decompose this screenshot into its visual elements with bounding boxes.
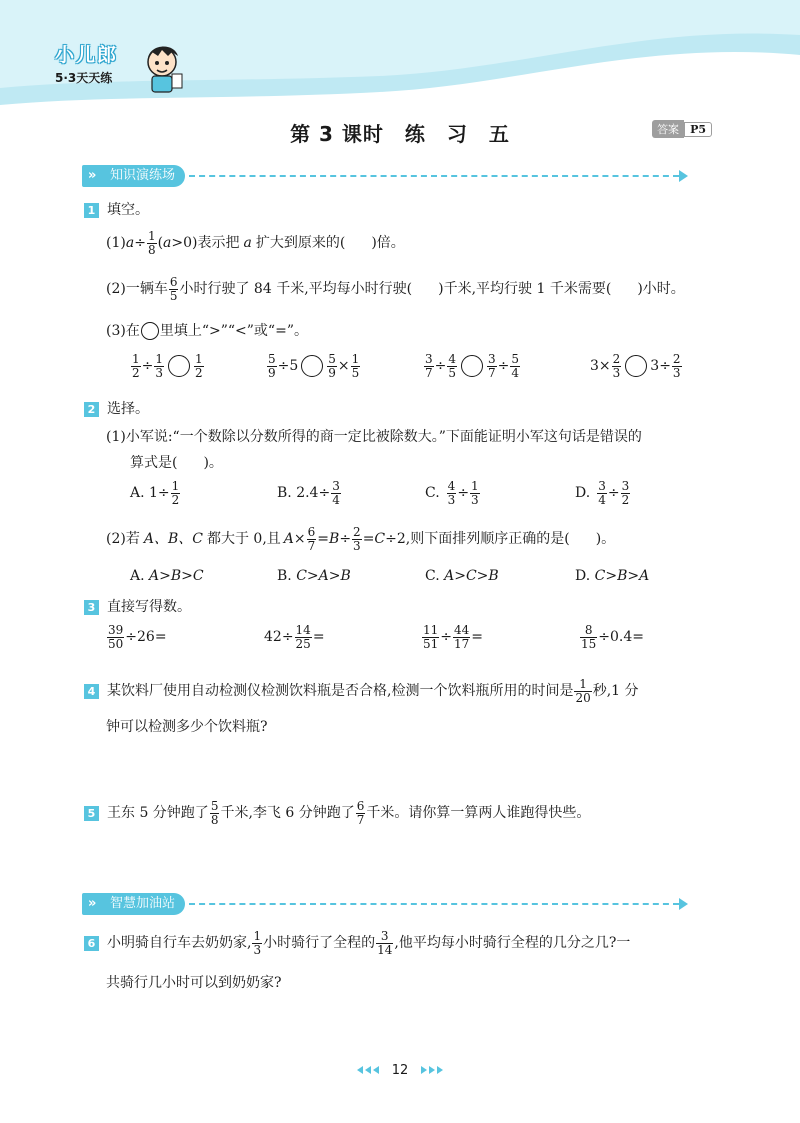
calc-item-1 <box>106 624 167 650</box>
denominator: 3 <box>672 365 681 380</box>
text: 王东 5 分钟跑了 <box>107 805 209 822</box>
logo-subtitle: 5·3天天练 <box>55 71 113 85</box>
numerator: 3 <box>598 479 606 493</box>
numerator: 5 <box>210 799 219 813</box>
section-banner-wisdom <box>82 892 688 916</box>
denominator: 2 <box>171 492 180 507</box>
fraction <box>447 353 457 379</box>
denominator: 25 <box>295 636 311 651</box>
calc-item-2 <box>264 624 325 650</box>
text: ÷ <box>134 235 146 252</box>
numerator: 2 <box>612 352 621 366</box>
question-3-heading <box>84 596 191 616</box>
header-wave-band <box>0 0 800 110</box>
text: D. <box>575 568 591 584</box>
denominator: 7 <box>425 365 433 380</box>
numerator: 1 <box>171 479 180 493</box>
question-number: 5 <box>84 806 99 821</box>
text: ,他平均每小时骑行全程的几分之几?一 <box>394 935 631 952</box>
denominator: 9 <box>328 365 336 380</box>
fraction <box>422 624 439 650</box>
q1-part-1 <box>106 230 405 256</box>
text: 小时骑行了全程的 <box>263 935 376 952</box>
numerator: 1 <box>351 352 360 366</box>
double-arrow-icon: » <box>88 168 97 183</box>
text: 42÷ <box>264 629 294 646</box>
fraction <box>597 480 607 506</box>
numerator: 6 <box>307 525 316 539</box>
page-footer <box>0 1063 800 1078</box>
numerator: 6 <box>356 799 365 813</box>
text: 都大于 0,且 <box>206 531 281 548</box>
text: ( <box>157 235 164 252</box>
text: >0)表示把 <box>171 235 240 252</box>
denominator: 15 <box>581 636 597 651</box>
text: (1) <box>106 235 126 252</box>
question-number: 1 <box>84 203 99 218</box>
denominator: 2 <box>132 365 140 380</box>
text: 扩大到原来的( <box>255 235 346 252</box>
question-2-heading <box>84 398 149 418</box>
numerator: 5 <box>268 352 276 366</box>
compare-item-1 <box>130 353 205 379</box>
question-4-line-2: 钟可以检测多少个饮料瓶? <box>106 719 268 735</box>
question-title: 直接写得数。 <box>107 599 191 615</box>
fraction <box>210 800 220 826</box>
denominator: 7 <box>488 365 496 380</box>
calc-item-4 <box>579 624 644 650</box>
variable: a <box>163 235 172 252</box>
fraction <box>295 624 312 650</box>
text: B. 2.4÷ <box>277 485 331 502</box>
numerator: 1 <box>579 677 587 691</box>
variable: A <box>283 531 294 548</box>
numerator: 1 <box>195 352 203 366</box>
fraction <box>351 353 361 379</box>
numerator: 44 <box>454 623 470 637</box>
operator: ÷ <box>497 358 510 375</box>
denominator: 3 <box>253 942 262 957</box>
text: D. <box>575 485 591 502</box>
numerator: 39 <box>108 623 124 637</box>
question-6 <box>84 930 630 956</box>
answer-circle[interactable] <box>625 355 647 377</box>
text: (2)一辆车 <box>106 281 168 298</box>
logo-title: 小儿郎 <box>55 44 119 66</box>
question-number: 3 <box>84 600 99 615</box>
text: )倍。 <box>371 235 405 252</box>
compare-item-4 <box>590 353 683 379</box>
choice-c[interactable] <box>425 480 481 506</box>
numerator: 1 <box>155 352 164 366</box>
brand-logo <box>55 40 118 86</box>
fraction <box>574 678 591 704</box>
calc-item-3 <box>421 624 483 650</box>
operator: ÷ <box>141 358 154 375</box>
numerator: 1 <box>253 929 262 943</box>
section-tag <box>82 893 185 915</box>
fraction <box>107 624 124 650</box>
numerator: 6 <box>169 275 178 289</box>
operator: = <box>317 531 330 548</box>
compare-item-2 <box>266 353 361 379</box>
operator: ÷ <box>607 485 620 502</box>
q1-part-3 <box>106 320 308 340</box>
variable: a <box>125 235 135 252</box>
denominator: 3 <box>612 365 621 380</box>
denominator: 8 <box>210 812 219 827</box>
fraction <box>487 353 497 379</box>
arrow-right-icon <box>679 898 688 910</box>
numerator: 3 <box>380 929 389 943</box>
numerator: 1 <box>147 229 156 243</box>
variable: a <box>243 235 252 252</box>
comparison-circle-icon <box>141 322 159 340</box>
denominator: 50 <box>108 636 124 651</box>
fraction <box>147 230 157 256</box>
section-banner-knowledge <box>82 164 688 188</box>
fraction <box>453 624 470 650</box>
fraction <box>672 353 682 379</box>
denominator: 14 <box>377 942 393 957</box>
fraction <box>447 480 457 506</box>
question-6-line-2: 共骑行几小时可以到奶奶家? <box>106 975 282 991</box>
option-text: A>B>C <box>149 568 204 584</box>
operator: × <box>293 531 306 548</box>
denominator: 3 <box>447 492 456 507</box>
denominator: 9 <box>268 365 276 380</box>
q1-part-2 <box>106 276 685 302</box>
text: 千米,李飞 6 分钟跑了 <box>220 805 355 822</box>
text: 小时行驶了 84 千米,平均每小时行驶( <box>179 281 413 298</box>
denominator: 20 <box>575 690 591 705</box>
question-number: 2 <box>84 402 99 417</box>
numerator: 14 <box>295 623 311 637</box>
answer-reference[interactable] <box>652 120 712 138</box>
question-1-heading <box>84 199 149 219</box>
q2-part-1-line-2 <box>130 452 223 472</box>
fraction <box>580 624 597 650</box>
text: B. <box>277 568 292 584</box>
fraction <box>356 800 366 826</box>
numerator: 2 <box>353 525 361 539</box>
operator: × <box>337 358 350 375</box>
denominator: 4 <box>511 365 520 380</box>
choice-2b[interactable] <box>277 568 351 584</box>
fraction <box>252 930 262 956</box>
denominator: 5 <box>448 365 457 380</box>
dashed-divider <box>189 175 679 177</box>
text: )。 <box>203 455 223 471</box>
answer-circle[interactable] <box>301 355 323 377</box>
choice-d[interactable] <box>575 480 631 506</box>
numerator: 5 <box>511 352 520 366</box>
question-5 <box>84 800 590 826</box>
denominator: 2 <box>621 492 630 507</box>
operator: ÷5 <box>277 358 299 375</box>
numerator: 5 <box>328 352 336 366</box>
option-text: C>A>B <box>296 568 351 584</box>
text: 算式是( <box>130 455 178 471</box>
text: A. 1÷ <box>130 485 170 502</box>
fraction <box>424 353 434 379</box>
choice-b[interactable] <box>277 480 342 506</box>
fraction <box>154 353 164 379</box>
choice-2c[interactable] <box>425 568 499 584</box>
fraction <box>131 353 141 379</box>
text: 3× <box>590 358 611 375</box>
answer-label: 答案 <box>652 120 684 138</box>
section-title: 智慧加油站 <box>110 896 176 911</box>
next-arrows-icon <box>420 1063 444 1078</box>
answer-circle[interactable] <box>461 355 483 377</box>
fraction <box>327 353 337 379</box>
fraction <box>307 526 317 552</box>
fraction <box>352 526 362 552</box>
text: )。 <box>595 531 616 548</box>
denominator: 5 <box>351 365 360 380</box>
fraction <box>621 480 631 506</box>
fraction <box>470 480 480 506</box>
text: A. <box>130 568 145 584</box>
text: (3)在 <box>106 323 140 339</box>
text: )小时。 <box>637 281 685 298</box>
choice-2a[interactable] <box>130 568 204 584</box>
denominator: 3 <box>155 365 164 380</box>
numerator: 3 <box>332 479 340 493</box>
numerator: 1 <box>471 479 479 493</box>
choice-a[interactable] <box>130 480 181 506</box>
fraction <box>376 930 393 956</box>
denominator: 3 <box>471 492 479 507</box>
choice-2d[interactable] <box>575 568 649 584</box>
numerator: 3 <box>621 479 630 493</box>
text: (2)若 <box>106 531 140 548</box>
text: ÷26= <box>125 629 167 646</box>
q2-part-2 <box>106 526 615 552</box>
denominator: 17 <box>454 636 470 651</box>
variables: A、B、C <box>143 531 203 548</box>
text: 某饮料厂使用自动检测仪检测饮料瓶是否合格,检测一个饮料瓶所用的时间是 <box>107 683 574 700</box>
text: )千米,平均行驶 1 千米需要( <box>438 281 612 298</box>
fraction <box>612 353 622 379</box>
operator: ÷ <box>440 629 453 646</box>
fraction <box>267 353 277 379</box>
section-title: 知识演练场 <box>110 168 176 183</box>
page-title: 第 3 课时 练 习 五 <box>290 122 510 146</box>
denominator: 7 <box>307 538 316 553</box>
text: ÷0.4= <box>598 629 645 646</box>
fraction <box>169 276 179 302</box>
variable: C <box>374 531 386 548</box>
answer-page: P5 <box>684 122 712 137</box>
question-title: 填空。 <box>107 202 149 218</box>
arrow-right-icon <box>679 170 688 182</box>
text: 小明骑自行车去奶奶家, <box>107 935 252 952</box>
numerator: 3 <box>425 352 433 366</box>
question-4 <box>84 678 639 704</box>
q2-part-1-line-1: (1)小军说:“一个数除以分数所得的商一定比被除数大。”下面能证明小军这句话是错误的 <box>106 429 642 445</box>
numerator: 2 <box>672 352 681 366</box>
numerator: 4 <box>447 479 456 493</box>
question-number: 6 <box>84 936 99 951</box>
fraction <box>510 353 520 379</box>
text: 千米。请你算一算两人谁跑得快些。 <box>366 805 591 822</box>
denominator: 2 <box>195 365 203 380</box>
denominator: 7 <box>356 812 365 827</box>
page-number: 12 <box>391 1063 409 1078</box>
denominator: 3 <box>353 538 361 553</box>
dashed-divider <box>189 903 679 905</box>
numerator: 3 <box>488 352 496 366</box>
denominator: 5 <box>169 288 178 303</box>
numerator: 11 <box>423 623 439 637</box>
text: C. <box>425 485 440 502</box>
operator: ÷ <box>457 485 470 502</box>
boy-mascot-icon <box>140 40 188 96</box>
numerator: 4 <box>448 352 457 366</box>
fraction <box>194 353 204 379</box>
prev-arrows-icon <box>356 1063 380 1078</box>
text: 秒,1 分 <box>592 683 639 700</box>
denominator: 51 <box>423 636 439 651</box>
text: ÷2,则下面排列顺序正确的是( <box>385 531 570 548</box>
operator: ÷ <box>434 358 447 375</box>
compare-item-3 <box>423 353 521 379</box>
option-text: A>C>B <box>444 568 499 584</box>
text: C. <box>425 568 440 584</box>
text: 3÷ <box>650 358 671 375</box>
text: 里填上“>”“<”或“=”。 <box>159 323 308 339</box>
fraction <box>331 480 341 506</box>
numerator: 8 <box>584 623 593 637</box>
denominator: 4 <box>598 492 606 507</box>
variable: B <box>329 531 340 548</box>
question-number: 4 <box>84 684 99 699</box>
denominator: 8 <box>147 242 156 257</box>
question-title: 选择。 <box>107 401 149 417</box>
numerator: 1 <box>132 352 140 366</box>
double-arrow-icon: » <box>88 896 97 911</box>
operator: ÷ <box>339 531 352 548</box>
denominator: 4 <box>332 492 340 507</box>
fraction <box>171 480 181 506</box>
operator: = <box>362 531 375 548</box>
option-text: C>B>A <box>594 568 650 584</box>
text: = <box>471 629 484 646</box>
answer-circle[interactable] <box>168 355 190 377</box>
text: = <box>312 629 325 646</box>
section-tag <box>82 165 185 187</box>
